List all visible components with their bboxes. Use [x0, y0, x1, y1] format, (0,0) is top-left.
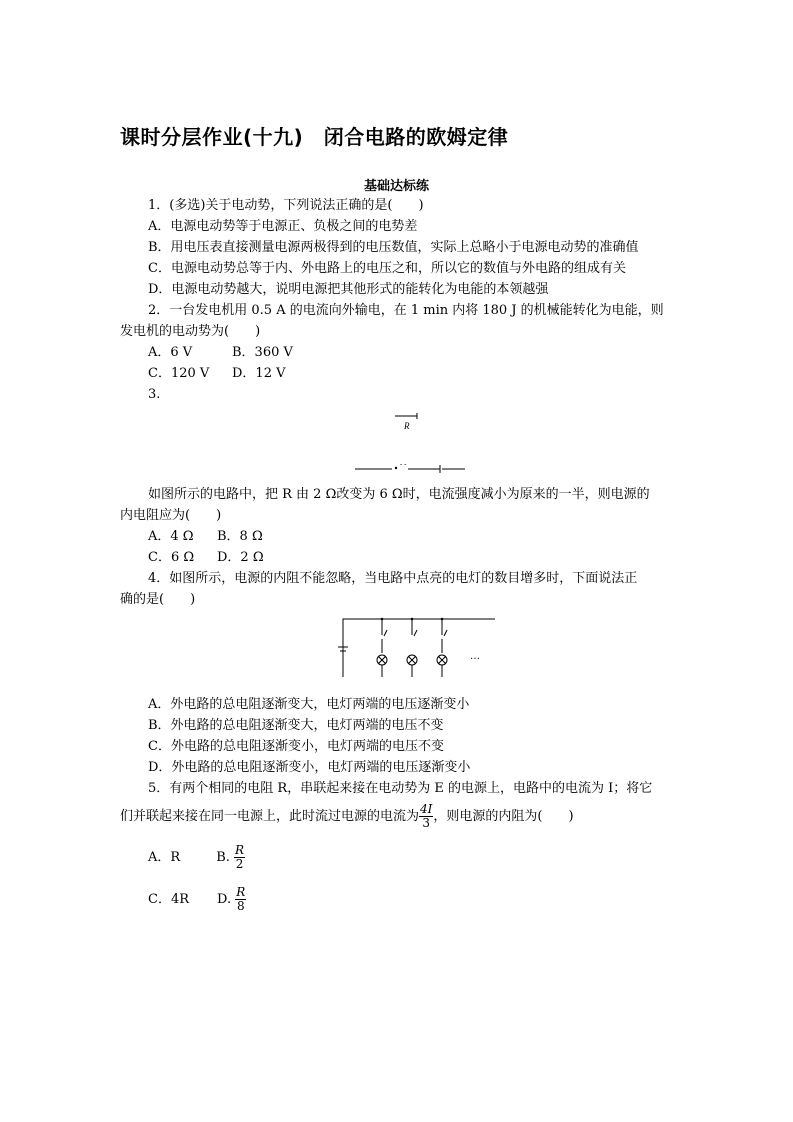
question-3-option-d: D．2 Ω: [217, 550, 264, 565]
fraction-4i-over-3: [419, 803, 433, 830]
question-5-option-b-label: B.: [216, 850, 230, 865]
switch-mark: - -: [400, 460, 407, 468]
question-3-option-b: B．8 Ω: [217, 529, 263, 544]
question-1-option-a: A．电源电动势等于电源正、负极之间的电势差: [148, 219, 418, 234]
question-4-option-d: D．外电路的总电阻逐渐变小，电灯两端的电压逐渐变小: [148, 760, 471, 775]
fraction-numerator: R: [235, 843, 245, 857]
fraction-denominator: 8: [236, 899, 245, 913]
circuit-diagram-1: [340, 405, 480, 480]
question-4-option-b: B．外电路的总电阻逐渐变大，电灯两端的电压不变: [148, 718, 444, 733]
question-1-option-c: C．电源电动势总等于内、外电路上的电压之和，所以它的数值与外电路的组成有关: [148, 261, 626, 276]
question-5-option-c: C．4R: [148, 892, 190, 907]
question-2-option-c: C．120 V: [148, 366, 210, 381]
question-3-stem-line2: 内电阻应为( ): [120, 508, 222, 523]
question-4-stem-line1: 4．如图所示，电源的内阻不能忽略，当电路中点亮的电灯的数目增多时，下面说法正: [148, 571, 638, 586]
question-4-stem-line2: 确的是( ): [120, 592, 196, 607]
resistor-label: R: [404, 421, 410, 431]
question-5-stem-tail: ，则电源的内阻为( ): [433, 809, 574, 824]
fraction-denominator: 3: [422, 816, 431, 830]
question-1-option-b: B．用电压表直接测量电源两极得到的电压数值，实际上总略小于电源电动势的准确值: [148, 240, 639, 255]
fraction-denominator: 2: [235, 857, 244, 871]
question-5-option-d-label: D.: [217, 892, 232, 907]
question-5-stem-line1: 5．有两个相同的电阻 R，串联起来接在电动势为 E 的电源上，电路中的电流为 I；将它: [148, 781, 653, 796]
more-lamps-ellipsis: …: [470, 651, 480, 662]
question-5-option-d-fraction: [235, 886, 246, 913]
question-3-stem-line1: 如图所示的电路中，把 R 由 2 Ω改变为 6 Ω时，电流强度减小为原来的一半，则电源的: [148, 487, 650, 502]
question-2-stem-line2: 发电机的电动势为( ): [120, 324, 261, 339]
page-title: 课时分层作业(十九) 闭合电路的欧姆定律: [120, 125, 509, 149]
fraction-numerator: 4I: [420, 802, 433, 816]
branch-2-switch: [414, 630, 417, 636]
switch-contact: [395, 467, 397, 469]
branch-1-switch: [384, 630, 387, 636]
question-1-stem: 1．(多选)关于电动势，下列说法正确的是( ): [148, 198, 424, 213]
question-3-option-a: A．4 Ω: [148, 529, 194, 544]
section-heading: 基础达标练: [363, 179, 429, 194]
fraction-numerator: R: [236, 885, 246, 899]
question-4-option-c: C．外电路的总电阻逐渐变小，电灯两端的电压不变: [148, 739, 444, 754]
question-5-option-a: A．R: [148, 850, 181, 865]
question-1-option-d: D．电源电动势越大，说明电源把其他形式的能转化为电能的本领越强: [148, 282, 549, 297]
branch-3-switch: [444, 630, 447, 636]
question-5-option-b-fraction: [234, 844, 245, 871]
question-2-stem-line1: 2．一台发电机用 0.5 A 的电流向外输电，在 1 min 内将 180 J 的机械能转化为电能，则: [148, 303, 664, 318]
circuit-diagram-2: [335, 613, 500, 683]
question-3-number: 3.: [148, 387, 161, 402]
question-5-option-row-2: [148, 884, 246, 916]
question-5-stem-text: 们并联起来接在同一电源上，此时流过电源的电流为: [120, 809, 420, 824]
question-2-option-a: A．6 V: [148, 345, 193, 360]
question-4-option-a: A．外电路的总电阻逐渐变大，电灯两端的电压逐渐变小: [148, 697, 470, 712]
question-2-option-b: B．360 V: [232, 345, 293, 360]
question-2-option-d: D．12 V: [232, 366, 286, 381]
question-5-option-row-1: [148, 842, 245, 874]
main-wire: [343, 619, 495, 677]
question-5-stem-line2: [120, 803, 574, 831]
question-3-option-c: C．6 Ω: [148, 550, 195, 565]
